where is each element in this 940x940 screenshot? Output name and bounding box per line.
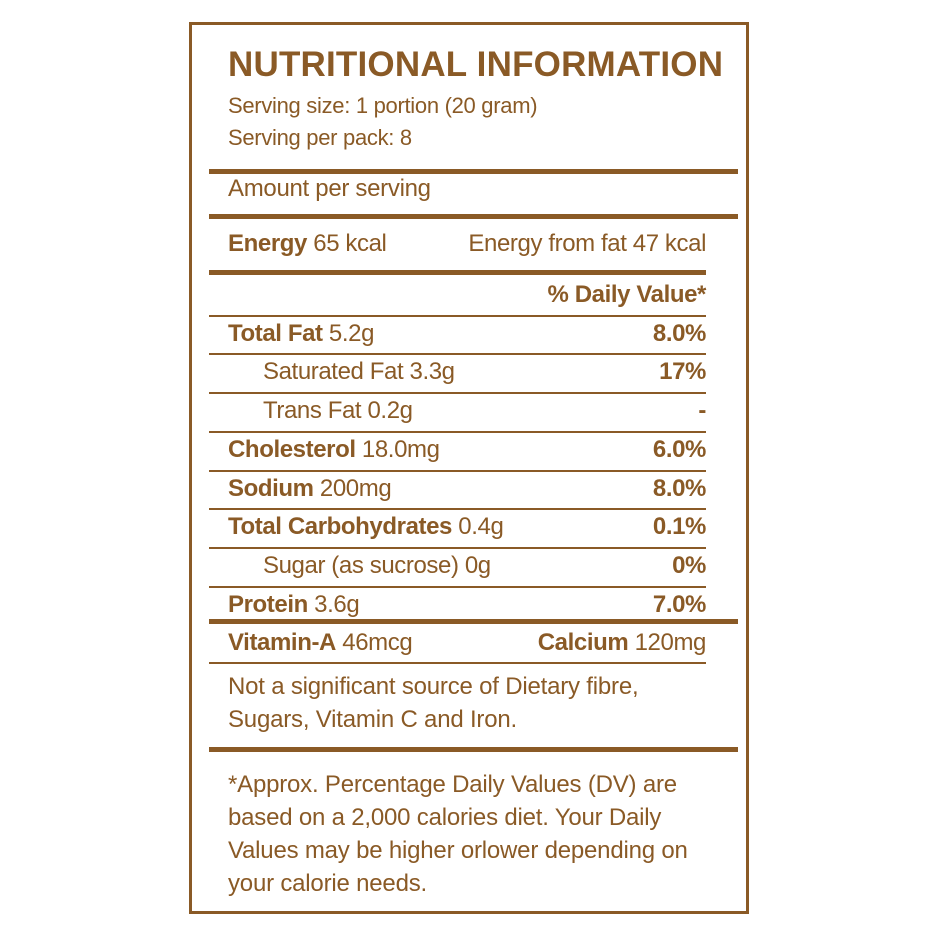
calcium-cell (538, 625, 706, 661)
nutrient-amount: 0.2g (367, 397, 413, 424)
not-significant-note (228, 670, 728, 736)
divider-amount-thick (209, 214, 738, 219)
nutrient-name: Total Carbohydrates (228, 513, 452, 540)
daily-value-header-row (228, 277, 706, 313)
nutrient-row-protein (228, 587, 706, 623)
serving-size: Serving size: 1 portion (20 gram) (228, 93, 538, 118)
nutrient-name-cell (228, 587, 359, 623)
nutrient-dv: 17% (659, 358, 706, 385)
nutrient-dv: 8.0% (652, 320, 706, 347)
energy-value: 65 kcal (313, 230, 387, 257)
nutrient-amount: 3.6g (314, 591, 360, 618)
nutrient-amount: 18.0mg (361, 436, 440, 463)
nutrient-name: Total Fat (228, 320, 323, 347)
calcium-amount: 120mg (634, 629, 706, 656)
nutrient-amount: 0g (464, 552, 491, 579)
nutrient-row-saturated-fat (228, 354, 706, 390)
nutrient-name: Sugar (as sucrose) (263, 552, 459, 579)
not-significant-line: Not a significant source of Dietary fibre, (228, 673, 639, 700)
nutrient-name-cell (228, 354, 455, 390)
energy-label: Energy (228, 230, 307, 257)
nutrition-facts-panel (189, 22, 749, 914)
nutrient-dv: 0% (672, 552, 706, 579)
footnote-line: your calorie needs. (228, 870, 427, 897)
not-significant-line: Sugars, Vitamin C and Iron. (228, 706, 517, 733)
nutrient-row-sugar (228, 548, 706, 584)
divider-protein-thick (209, 619, 738, 624)
footnote-line: based on a 2,000 calories diet. Your Daily (228, 804, 662, 831)
energy-row (228, 226, 706, 262)
nutrient-name-cell (228, 471, 391, 507)
energy-from-fat: Energy from fat 47 kcal (468, 230, 706, 257)
nutrient-row-trans-fat (228, 393, 706, 429)
vitamin-mineral-row (228, 625, 706, 661)
divider-footnote-thick (209, 747, 738, 752)
nutrient-name-cell (228, 548, 491, 584)
nutrient-name: Protein (228, 591, 308, 618)
nutrient-name-cell (228, 393, 413, 429)
energy-cell (228, 226, 387, 262)
nutrient-name: Sodium (228, 475, 314, 502)
vitamin-a-label: Vitamin-A (228, 629, 336, 656)
nutrient-dv: 0.1% (652, 513, 706, 540)
nutrient-name: Saturated Fat (263, 358, 404, 385)
footnote-line: *Approx. Percentage Daily Values (DV) are (228, 771, 677, 798)
nutrient-amount: 0.4g (458, 513, 504, 540)
nutrient-row-cholesterol (228, 432, 706, 468)
nutrient-amount: 3.3g (409, 358, 455, 385)
nutrient-name: Trans Fat (263, 397, 362, 424)
amount-per-serving: Amount per serving (228, 175, 431, 202)
vitamin-a-cell (228, 625, 412, 661)
nutrient-dv: 8.0% (652, 475, 706, 502)
nutrient-name-cell (228, 509, 503, 545)
nutrient-amount: 200mg (319, 475, 392, 502)
servings-per-pack-label: Serving per pack: (228, 125, 395, 150)
footnote (228, 768, 728, 900)
divider-energy-thick (209, 270, 706, 275)
divider-vitamin (209, 662, 706, 664)
nutrient-row-total-carbohydrates (228, 509, 706, 545)
nutrient-dv: 6.0% (652, 436, 706, 463)
daily-value-header: % Daily Value* (547, 281, 706, 308)
label-title: NUTRITIONAL INFORMATION (228, 45, 724, 84)
nutrient-name-cell (228, 432, 440, 468)
servings-per-pack (228, 125, 412, 151)
calcium-label: Calcium (537, 629, 629, 656)
nutrient-amount: 5.2g (328, 320, 375, 347)
vitamin-a-amount: 46mcg (342, 629, 413, 656)
nutrient-dv: - (698, 397, 706, 424)
divider-top-thick (209, 169, 738, 174)
nutrient-dv: 7.0% (652, 591, 706, 618)
footnote-line: Values may be higher orlower depending on (228, 837, 688, 864)
nutrient-name: Cholesterol (228, 436, 356, 463)
nutrient-row-total-fat (228, 316, 706, 352)
nutrient-name-cell (228, 316, 374, 352)
servings-per-pack-value: 8 (399, 125, 412, 150)
nutrient-row-sodium (228, 471, 706, 507)
